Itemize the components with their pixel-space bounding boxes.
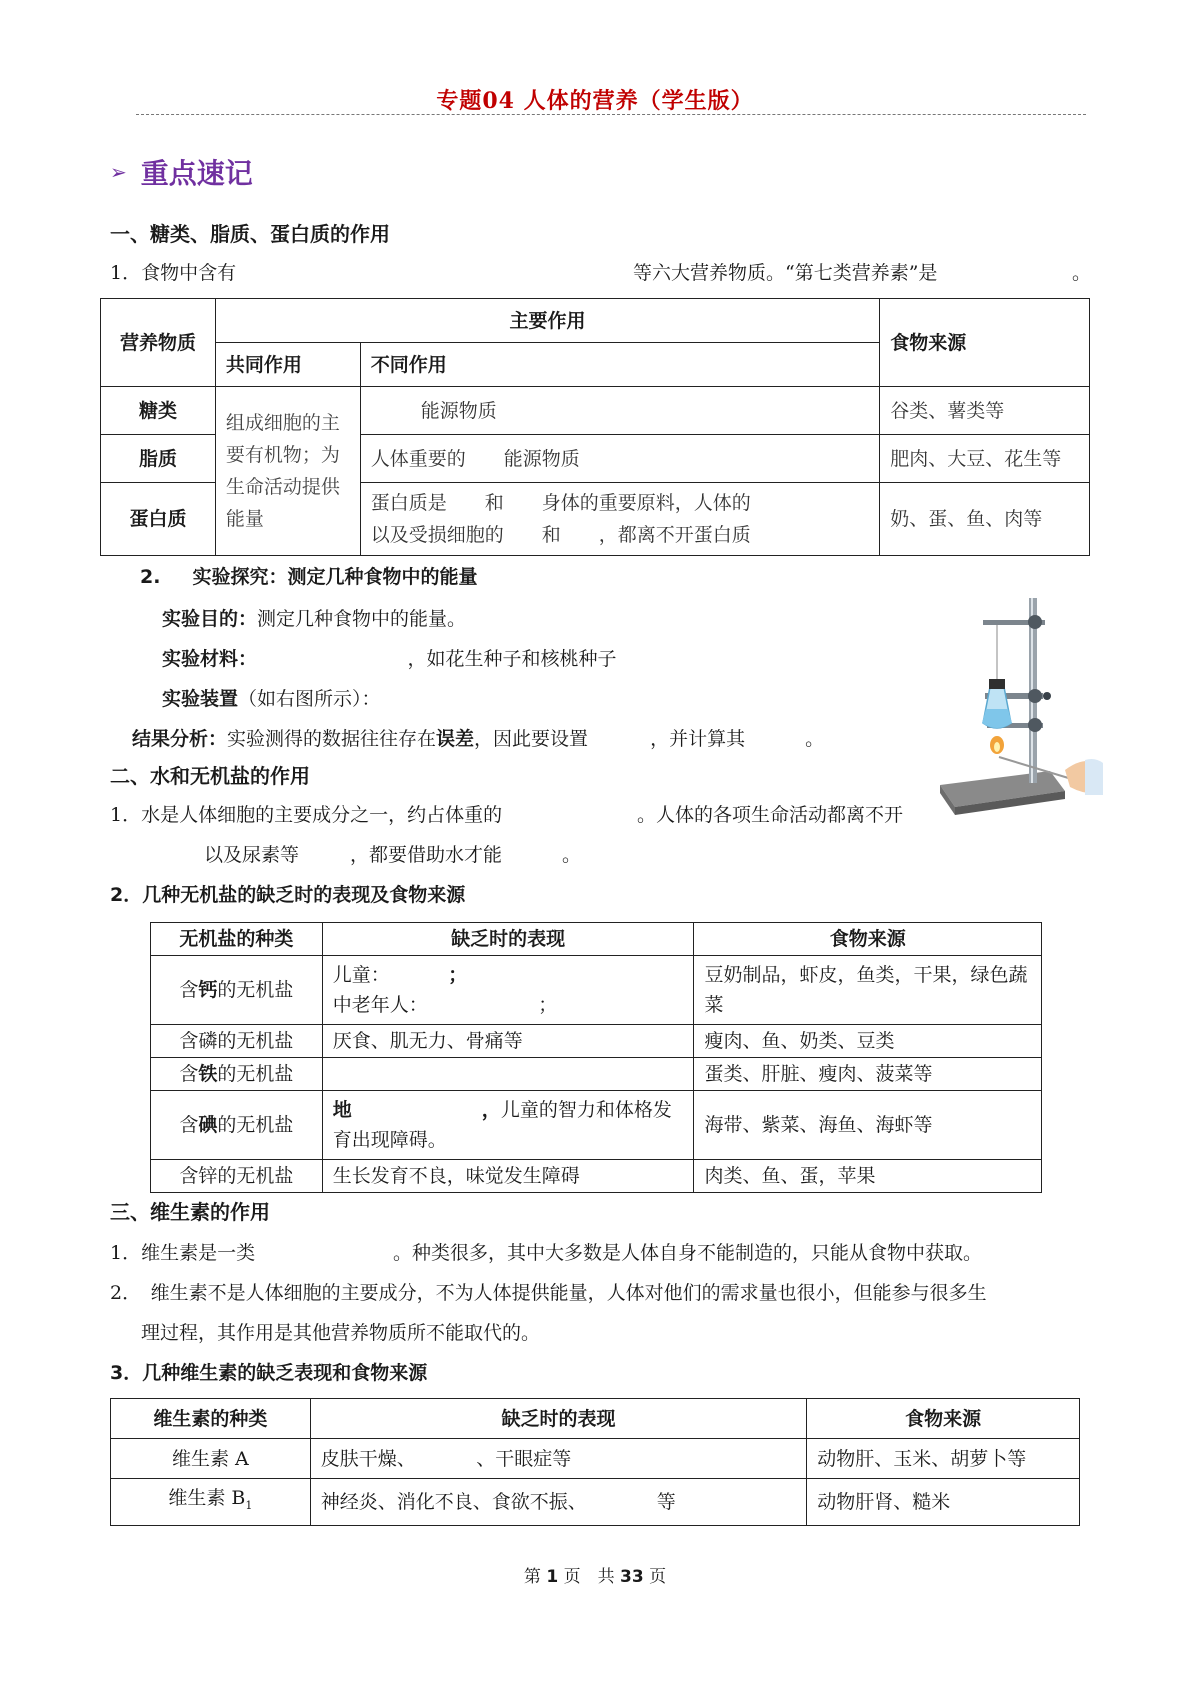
page-title: 专题04 人体的营养（学生版） <box>436 88 754 114</box>
experiment-device <box>162 684 381 711</box>
mineral-table <box>150 922 1042 1193</box>
mineral-header-source: 食物来源 <box>694 923 1042 956</box>
row-sugar-name: 糖类 <box>101 387 216 435</box>
header-different-function: 不同作用 <box>360 343 879 387</box>
vitamin-a-source: 动物肝、玉米、胡萝卜等 <box>807 1439 1080 1479</box>
vitamin-line2: 2． 维生素不是人体细胞的主要成分，不为人体提供能量，人体对他们的需求量也很小，但能参与很多生 <box>110 1282 987 1304</box>
mineral-header-type: 无机盐的种类 <box>151 923 323 956</box>
iodine-symptom: 地 ，儿童的智力和体格发 育出现障碍。 <box>322 1091 694 1160</box>
section-title: 重点速记 <box>140 157 253 190</box>
phosphorus-source: 瘦肉、鱼、奶类、豆类 <box>694 1025 1042 1058</box>
calcium-symptom: 儿童： ； 中老年人： ； <box>322 956 694 1025</box>
arrow-bullet-icon: ➢ <box>110 160 127 184</box>
analysis-text-e: 。 <box>805 728 825 750</box>
analysis-text-a: 实验测得的数据往往存在 <box>227 728 437 750</box>
vitamin-line1-end: 。种类很多，其中大多数是人体自身不能制造的，只能从食物中获取。 <box>393 1242 983 1264</box>
current-page-number: 1 <box>546 1567 559 1587</box>
material-text: ，如花生种子和核桃种子 <box>407 648 617 670</box>
header-food-source: 食物来源 <box>880 299 1090 387</box>
part3-heading: 三、维生素的作用 <box>110 1200 270 1224</box>
purpose-label: 实验目的： <box>162 608 258 630</box>
analysis-text-d: ，并计算其 <box>650 728 746 750</box>
experiment-heading-text: 实验探究：测定几种食物中的能量 <box>192 566 478 588</box>
iodine-name: 含碘的无机盐 <box>151 1091 323 1160</box>
header-common-function: 共同作用 <box>215 343 360 387</box>
analysis-text-c: ，因此要设置 <box>474 728 589 750</box>
row-lipid-source: 肥肉、大豆、花生等 <box>880 435 1090 483</box>
water-line2-start: 以及尿素等 <box>204 844 300 866</box>
vitamin-table <box>110 1398 1080 1526</box>
vitamin-b1-name: 维生素 $B_1$ <box>111 1479 311 1526</box>
title-divider <box>136 114 1086 115</box>
analysis-error: 误差 <box>436 728 475 750</box>
part1-heading: 一、糖类、脂质、蛋白质的作用 <box>110 222 390 246</box>
water-line2-mid: ，都要借助水才能 <box>350 844 503 866</box>
experiment-purpose <box>162 604 466 631</box>
vitamin-line1-start: 1．维生素是一类 <box>110 1242 256 1264</box>
vitamin-header-source: 食物来源 <box>807 1399 1080 1439</box>
vitamin-a-name: 维生素 A <box>111 1439 311 1479</box>
vitamin-b1-source: 动物肝肾、糙米 <box>807 1479 1080 1526</box>
mineral-heading: 2．几种无机盐的缺乏时的表现及食物来源 <box>110 884 466 906</box>
zinc-name: 含锌的无机盐 <box>151 1160 323 1193</box>
device-text: （如右图所示）： <box>238 688 381 710</box>
row-protein-function <box>360 483 879 556</box>
iron-symptom-blank <box>322 1058 694 1091</box>
experiment-heading <box>140 562 477 589</box>
iron-source: 蛋类、肝脏、瘦肉、菠菜等 <box>694 1058 1042 1091</box>
experiment-analysis <box>132 724 824 751</box>
vitamin-a-symptom: 皮肤干燥、 、干眼症等 <box>310 1439 807 1479</box>
part1-line1-end: 。 <box>1072 262 1092 284</box>
purpose-text: 测定几种食物中的能量。 <box>257 608 467 630</box>
phosphorus-symptom: 厌食、肌无力、骨痛等 <box>322 1025 694 1058</box>
analysis-label: 结果分析： <box>132 728 228 750</box>
vitamin-line2-cont: 理过程，其作用是其他营养物质所不能取代的。 <box>141 1322 541 1344</box>
nutrient-table <box>100 298 1090 556</box>
material-label: 实验材料： <box>162 648 248 670</box>
row-protein-function-line1: 蛋白质是 和 身体的重要原料，人体的 <box>370 492 751 514</box>
water-line1-end: 。人体的各项生命活动都离不开 <box>637 804 904 826</box>
part2-heading: 二、水和无机盐的作用 <box>110 764 310 788</box>
mineral-header-symptom: 缺乏时的表现 <box>322 923 694 956</box>
iodine-source: 海带、紫菜、海鱼、海虾等 <box>694 1091 1042 1160</box>
row-lipid-function: 人体重要的 能源物质 <box>360 435 879 483</box>
phosphorus-name: 含磷的无机盐 <box>151 1025 323 1058</box>
part1-line1-mid: 等六大营养物质。“第七类营养素”是 <box>633 262 938 284</box>
page-footer: 第 1 页 共 33 页 <box>523 1567 667 1587</box>
row-protein-function-line2: 以及受损细胞的 和 ，都离不开蛋白质 <box>370 524 751 546</box>
row-sugar-function: 能源物质 <box>360 387 879 435</box>
zinc-source: 肉类、鱼、蛋，苹果 <box>694 1160 1042 1193</box>
device-label: 实验装置 <box>162 688 239 710</box>
zinc-symptom: 生长发育不良，味觉发生障碍 <box>322 1160 694 1193</box>
total-page-count: 33 <box>619 1567 644 1587</box>
row-protein-name: 蛋白质 <box>101 483 216 556</box>
part1-line1-start: 1．食物中含有 <box>110 262 237 284</box>
row-protein-source: 奶、蛋、鱼、肉等 <box>880 483 1090 556</box>
calcium-source: 豆奶制品，虾皮，鱼类，干果，绿色蔬菜 <box>694 956 1042 1025</box>
vitamin-header-type: 维生素的种类 <box>111 1399 311 1439</box>
header-main-function: 主要作用 <box>215 299 879 343</box>
header-nutrient: 营养物质 <box>101 299 216 387</box>
experiment-heading-number: 2. <box>140 566 161 588</box>
row-lipid-name: 脂质 <box>101 435 216 483</box>
row-sugar-source: 谷类、薯类等 <box>880 387 1090 435</box>
calcium-name: 含钙的无机盐 <box>151 956 323 1025</box>
vitamin-header-symptom: 缺乏时的表现 <box>310 1399 807 1439</box>
section-heading <box>110 152 253 192</box>
vitamin-heading: 3．几种维生素的缺乏表现和食物来源 <box>110 1362 428 1384</box>
water-line2-end: 。 <box>562 844 582 866</box>
common-function-cell: 组成细胞的主要有机物；为生命活动提供能量 <box>215 387 360 556</box>
experiment-apparatus-illustration <box>935 595 1105 820</box>
vitamin-b1-symptom: 神经炎、消化不良、食欲不振、 等 <box>310 1479 807 1526</box>
water-line1-start: 1．水是人体细胞的主要成分之一，约占体重的 <box>110 804 503 826</box>
iron-name: 含铁的无机盐 <box>151 1058 323 1091</box>
experiment-material <box>162 644 617 671</box>
